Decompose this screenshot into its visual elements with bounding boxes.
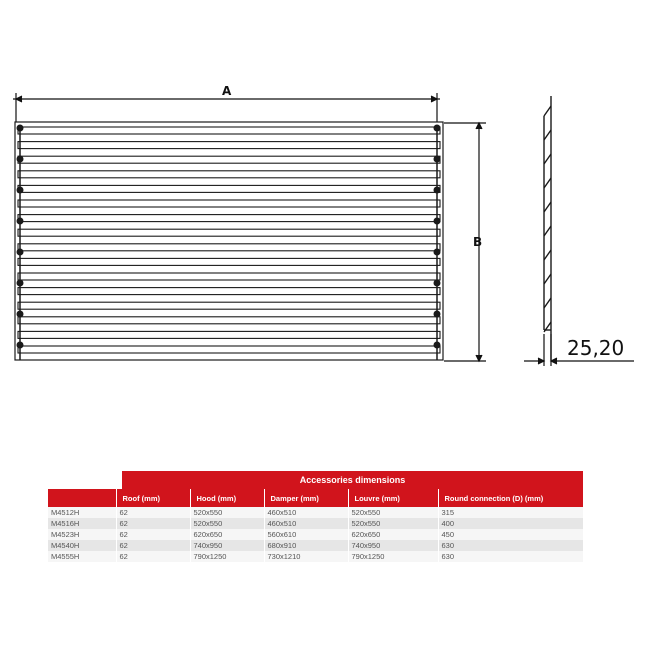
louvre-slat <box>18 258 440 265</box>
cell-roof: 62 <box>116 518 190 529</box>
side-slat <box>544 274 551 284</box>
cell-damper: 460x510 <box>264 507 348 518</box>
fixing-hole <box>434 187 440 193</box>
cell-damper: 560x610 <box>264 529 348 540</box>
fixing-hole <box>434 156 440 162</box>
cell-round-connection: 630 <box>438 551 583 562</box>
fixing-hole <box>17 342 23 348</box>
cell-round-connection: 630 <box>438 540 583 551</box>
side-slat <box>544 226 551 236</box>
louvre-slat <box>18 346 440 353</box>
louvre-slat <box>18 142 440 149</box>
fixing-hole <box>434 125 440 131</box>
fixing-hole <box>17 218 23 224</box>
fixing-hole <box>434 311 440 317</box>
fixing-hole <box>17 280 23 286</box>
cell-louvre: 790x1250 <box>348 551 438 562</box>
louvre-slat <box>18 127 440 134</box>
table-title: Accessories dimensions <box>122 471 583 489</box>
cell-roof: 62 <box>116 540 190 551</box>
cell-round-connection: 315 <box>438 507 583 518</box>
table-row <box>48 518 583 529</box>
louvre-slat <box>18 185 440 192</box>
table-row <box>48 551 583 562</box>
side-slat <box>544 250 551 260</box>
louvre-slat <box>18 171 440 178</box>
fixing-hole <box>434 249 440 255</box>
fixing-hole <box>17 187 23 193</box>
louvre-slat <box>18 215 440 222</box>
cell-damper: 730x1210 <box>264 551 348 562</box>
side-slat <box>544 178 551 188</box>
header-damper: Damper (mm) <box>264 489 348 507</box>
louvre-slat <box>18 156 440 163</box>
louvre-slat <box>18 288 440 295</box>
cell-model: M4540H <box>48 540 116 551</box>
fixing-hole <box>434 218 440 224</box>
cell-round-connection: 400 <box>438 518 583 529</box>
accessories-dimensions-table <box>48 471 583 562</box>
louvre-slat <box>18 317 440 324</box>
cell-louvre: 520x550 <box>348 518 438 529</box>
fixing-hole <box>434 342 440 348</box>
fixing-hole <box>17 311 23 317</box>
dimension-a-label: A <box>222 84 232 98</box>
cell-damper: 680x910 <box>264 540 348 551</box>
louvre-slat <box>18 331 440 338</box>
side-slat <box>544 130 551 140</box>
louvre-slat <box>18 302 440 309</box>
cell-hood: 520x550 <box>190 507 264 518</box>
cell-hood: 740x950 <box>190 540 264 551</box>
table-row <box>48 507 583 518</box>
header-hood: Hood (mm) <box>190 489 264 507</box>
cell-roof: 62 <box>116 507 190 518</box>
dimension-depth-label: 25,20 <box>567 336 625 360</box>
cell-model: M4516H <box>48 518 116 529</box>
table-row <box>48 529 583 540</box>
cell-roof: 62 <box>116 529 190 540</box>
header-round-connection: Round connection (D) (mm) <box>438 489 583 507</box>
cell-hood: 520x550 <box>190 518 264 529</box>
louvre-front-view <box>15 122 443 360</box>
cell-louvre: 740x950 <box>348 540 438 551</box>
header-model <box>48 489 116 507</box>
cell-louvre: 620x650 <box>348 529 438 540</box>
fixing-hole <box>17 249 23 255</box>
table-header-row <box>48 489 583 507</box>
table-row <box>48 540 583 551</box>
louvre-slat <box>18 229 440 236</box>
cell-damper: 460x510 <box>264 518 348 529</box>
cell-louvre: 520x550 <box>348 507 438 518</box>
cell-hood: 790x1250 <box>190 551 264 562</box>
fixing-hole <box>17 156 23 162</box>
fixing-hole <box>17 125 23 131</box>
header-louvre: Louvre (mm) <box>348 489 438 507</box>
cell-roof: 62 <box>116 551 190 562</box>
side-slat <box>544 202 551 212</box>
louvre-slat <box>18 200 440 207</box>
louvre-slat <box>18 273 440 280</box>
cell-model: M4512H <box>48 507 116 518</box>
side-slat <box>544 154 551 164</box>
fixing-hole <box>434 280 440 286</box>
dimension-b-label: B <box>473 235 483 249</box>
louvre-slat <box>18 244 440 251</box>
cell-model: M4555H <box>48 551 116 562</box>
header-roof: Roof (mm) <box>116 489 190 507</box>
cell-round-connection: 450 <box>438 529 583 540</box>
cell-hood: 620x650 <box>190 529 264 540</box>
cell-model: M4523H <box>48 529 116 540</box>
side-slat <box>544 298 551 308</box>
